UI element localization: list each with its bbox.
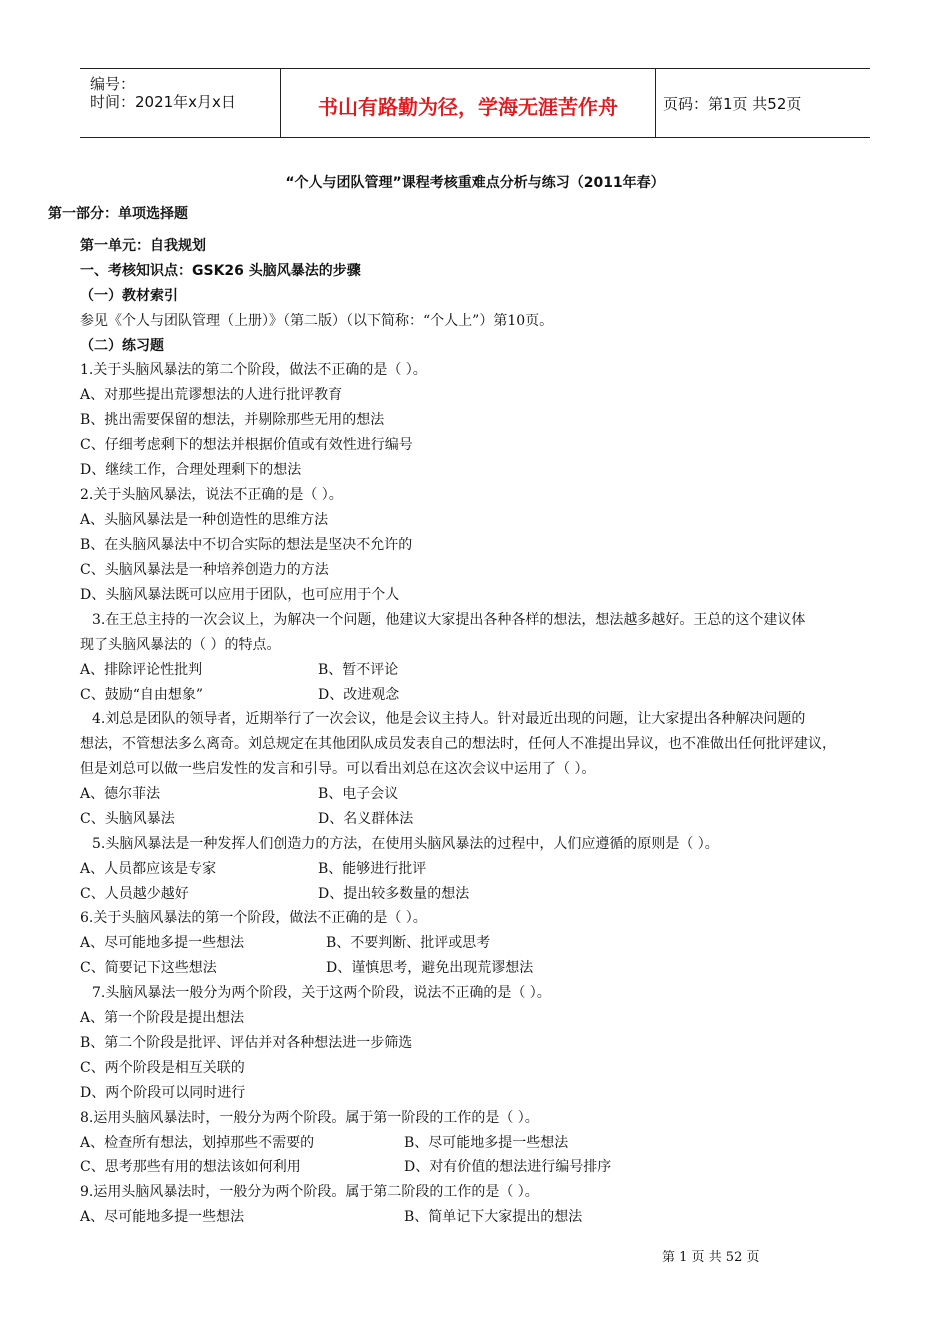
question-line: A、德尔菲法 <box>80 786 161 802</box>
question-line: C、头脑风暴法是一种培养创造力的方法 <box>80 562 329 578</box>
page-indicator: 页码：第1页 共52页 <box>663 95 802 113</box>
question-option: B、能够进行批评 <box>318 861 427 877</box>
question-line: B、第二个阶段是批评、评估并对各种想法进一步筛选 <box>80 1035 413 1051</box>
question-line: 9.运用头脑风暴法时，一般分为两个阶段。属于第二阶段的工作的是（ ）。 <box>80 1184 539 1200</box>
question-option: D、名义群体法 <box>318 811 414 827</box>
question-line: A、对那些提出荒谬想法的人进行批评教育 <box>80 387 343 403</box>
question-option: B、不要判断、批评或思考 <box>326 935 491 951</box>
question-option: B、尽可能地多提一些想法 <box>404 1135 569 1151</box>
question-line: D、头脑风暴法既可以应用于团队，也可应用于个人 <box>80 587 400 603</box>
number-label: 编号： <box>90 75 136 93</box>
question-line: A、第一个阶段是提出想法 <box>80 1010 245 1026</box>
section-heading-exercises: （二）练习题 <box>80 338 164 354</box>
question-line: 8.运用头脑风暴法时，一般分为两个阶段。属于第一阶段的工作的是（ ）。 <box>80 1110 539 1126</box>
question-line: 想法，不管想法多么离奇。刘总规定在其他团队成员发表自己的想法时，任何人不准提出异议，也不准做出任何批评建议， <box>80 736 836 752</box>
question-line: B、挑出需要保留的想法，并剔除那些无用的想法 <box>80 412 385 428</box>
question-line: 6.关于头脑风暴法的第一个阶段，做法不正确的是（ ）。 <box>80 910 427 926</box>
slogan: 书山有路勤为径，学海无涯苦作舟 <box>318 95 618 119</box>
header-meta-cell <box>80 69 280 137</box>
part-heading: 第一部分：单项选择题 <box>48 206 188 222</box>
question-line: A、尽可能地多提一些想法 <box>80 935 245 951</box>
question-line: C、思考那些有用的想法该如何利用 <box>80 1159 301 1175</box>
question-option: D、提出较多数量的想法 <box>318 886 470 902</box>
question-line: A、尽可能地多提一些想法 <box>80 1209 245 1225</box>
question-line: A、头脑风暴法是一种创造性的思维方法 <box>80 512 329 528</box>
question-option: B、简单记下大家提出的想法 <box>404 1209 583 1225</box>
question-line: 3.在王总主持的一次会议上，为解决一个问题，他建议大家提出各种各样的想法，想法越多越好。王总的这个建议体 <box>92 612 806 628</box>
question-line: C、两个阶段是相互关联的 <box>80 1060 245 1076</box>
header-slogan-cell <box>280 69 656 137</box>
unit-heading: 第一单元：自我规划 <box>80 238 206 254</box>
question-line: C、鼓励“自由想象” <box>80 687 204 703</box>
question-line: C、简要记下这些想法 <box>80 960 217 976</box>
question-line: B、在头脑风暴法中不切合实际的想法是坚决不允许的 <box>80 537 413 553</box>
question-line: C、头脑风暴法 <box>80 811 175 827</box>
question-line: A、排除评论性批判 <box>80 662 203 678</box>
question-line: C、仔细考虑剩下的想法并根据价值或有效性进行编号 <box>80 437 413 453</box>
question-option: D、改进观念 <box>318 687 400 703</box>
question-line: 1.关于头脑风暴法的第二个阶段，做法不正确的是（ ）。 <box>80 362 427 378</box>
question-option: D、谨慎思考，避免出现荒谬想法 <box>326 960 534 976</box>
question-line: D、继续工作，合理处理剩下的想法 <box>80 462 302 478</box>
question-line: A、人员都应该是专家 <box>80 861 217 877</box>
page-footer: 第 1 页 共 52 页 <box>662 1250 760 1265</box>
question-line: D、两个阶段可以同时进行 <box>80 1085 246 1101</box>
knowledge-point-heading: 一、考核知识点：GSK26 头脑风暴法的步骤 <box>80 263 361 279</box>
header-page-cell <box>655 69 870 137</box>
question-line: 现了头脑风暴法的（ ）的特点。 <box>80 637 281 653</box>
question-line: 但是刘总可以做一些启发性的发言和引导。可以看出刘总在这次会议中运用了（ ）。 <box>80 761 596 777</box>
date-label: 时间：2021年x月x日 <box>90 93 236 111</box>
question-option: D、对有价值的想法进行编号排序 <box>404 1159 612 1175</box>
question-option: B、暂不评论 <box>318 662 399 678</box>
section-heading-index: （一）教材索引 <box>80 288 178 304</box>
textbook-reference: 参见《个人与团队管理（上册）》（第二版）（以下简称：“个人上”）第10页。 <box>80 313 554 329</box>
question-line: 2.关于头脑风暴法，说法不正确的是（ ）。 <box>80 487 343 503</box>
question-line: A、检查所有想法，划掉那些不需要的 <box>80 1135 315 1151</box>
question-option: B、电子会议 <box>318 786 399 802</box>
question-line: C、人员越少越好 <box>80 886 189 902</box>
question-line: 5.头脑风暴法是一种发挥人们创造力的方法，在使用头脑风暴法的过程中，人们应遵循的原则是（ ）。 <box>92 836 719 852</box>
question-line: 4.刘总是团队的领导者，近期举行了一次会议，他是会议主持人。针对最近出现的问题，让大家提出各种解决问题的 <box>92 711 806 727</box>
question-line: 7.头脑风暴法一般分为两个阶段，关于这两个阶段，说法不正确的是（ ）。 <box>92 985 551 1001</box>
document-header <box>80 68 870 138</box>
document-title: “个人与团队管理”课程考核重难点分析与练习（2011年春） <box>285 175 665 191</box>
